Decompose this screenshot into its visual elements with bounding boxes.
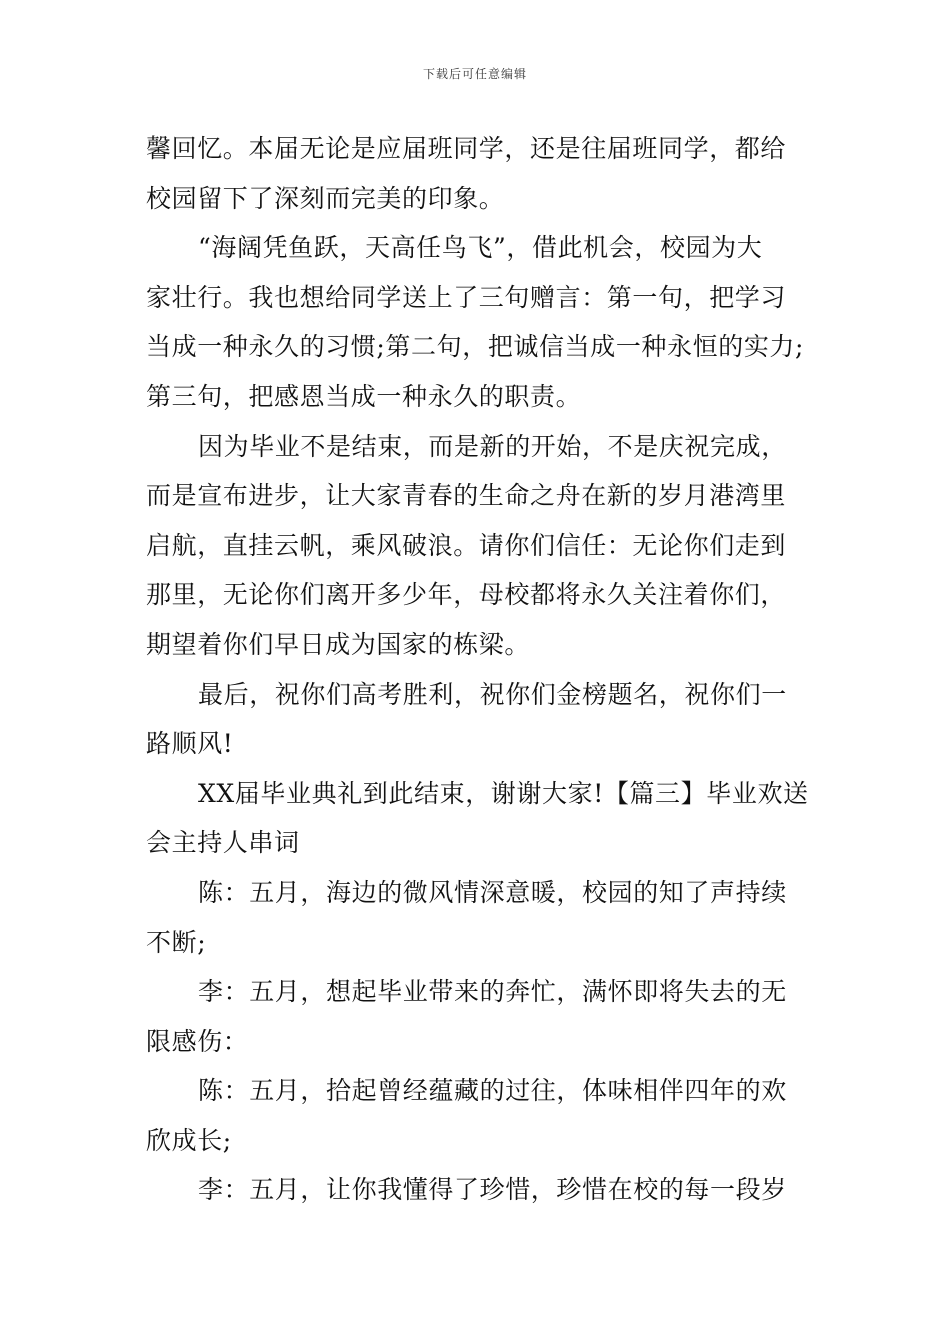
text-line: 期望着你们早日成为国家的栋梁。 — [146, 629, 531, 659]
text-line: 限感伤： — [146, 1026, 249, 1056]
text-line: 校园留下了深刻而完美的印象。 — [146, 183, 505, 213]
text-line: 路顺风! — [146, 729, 234, 759]
text-line: 当成一种永久的习惯;第二句，把诚信当成一种永恒的实力; — [146, 332, 805, 362]
text-line: 李：五月，想起毕业带来的奔忙，满怀即将失去的无 — [198, 977, 787, 1007]
text-line: 会主持人串词 — [146, 828, 300, 858]
text-line: 陈：五月，海边的微风情深意暖，校园的知了声持续 — [198, 877, 787, 907]
text-line: 李：五月，让你我懂得了珍惜，珍惜在校的每一段岁 — [198, 1175, 787, 1205]
text-line: 那里，无论你们离开多少年，母校都将永久关注着你们， — [146, 580, 787, 610]
text-line: XX届毕业典礼到此结束，谢谢大家!【篇三】毕业欢送 — [198, 778, 809, 808]
document-body — [146, 124, 809, 1215]
text-line: 因为毕业不是结束，而是新的开始，不是庆祝完成， — [198, 431, 787, 461]
text-line: 启航，直挂云帆，乘风破浪。请你们信任：无论你们走到 — [146, 530, 787, 560]
text-line: “海阔凭鱼跃，天高任鸟飞”，借此机会，校园为大 — [198, 233, 763, 263]
text-line: 陈：五月，拾起曾经蕴藏的过往，体味相伴四年的欢 — [198, 1076, 787, 1106]
text-line: 家壮行。我也想给同学送上了三句赠言：第一句，把学习 — [146, 282, 787, 312]
text-line: 不断; — [146, 927, 207, 957]
text-line: 最后，祝你们高考胜利，祝你们金榜题名，祝你们一 — [198, 679, 787, 709]
text-line: 第三句，把感恩当成一种永久的职责。 — [146, 381, 582, 411]
text-line: 而是宣布进步，让大家青春的生命之舟在新的岁月港湾里 — [146, 481, 787, 511]
page-header: 下载后可任意编辑 — [422, 67, 527, 81]
text-line: 欣成长; — [146, 1125, 232, 1155]
text-line: 馨回忆。本届无论是应届班同学，还是往届班同学，都给 — [146, 134, 787, 163]
